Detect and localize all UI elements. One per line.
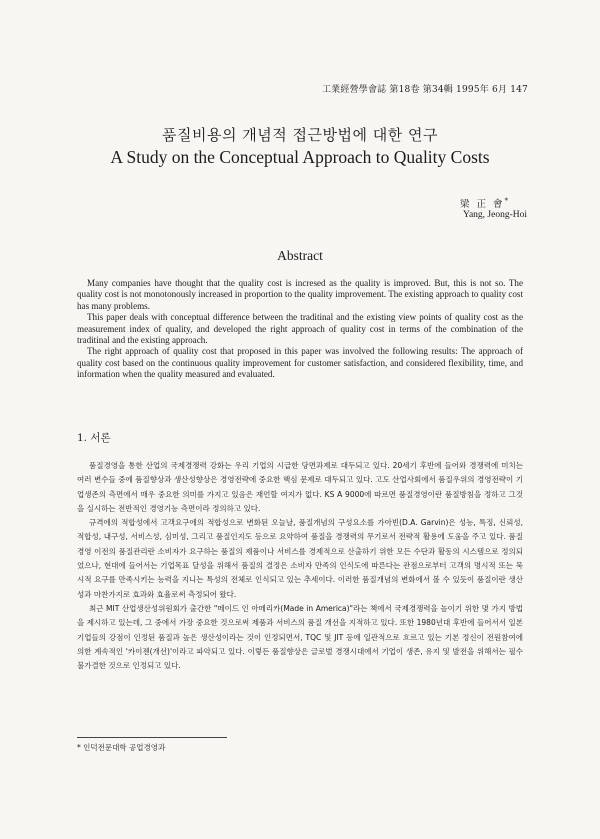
abstract-paragraph: The right approach of quality cost that proposed in this paper was involved the following results: The approach of quality cost based on the continuous quality improvement for customer satisfaction, and considered flexibility, time, and information when the quality measured and evaluated. xyxy=(77,346,523,380)
author-korean xyxy=(460,196,508,210)
abstract-heading: Abstract xyxy=(277,248,323,263)
section-heading: 1. 서론 xyxy=(77,432,111,444)
title-korean: 품질비용의 개념적 접근방법에 대한 연구 xyxy=(162,126,438,144)
author-footnote-mark: * xyxy=(504,196,508,205)
body-paragraph: 품질경영을 통한 산업의 국제경쟁력 강화는 우리 기업의 시급한 당면과제로 대두되고 있다. 20세기 후반에 들어와 경쟁력에 미치는 여러 변수들 중에 품질향상과 생산성향상은 경영전략에 중요한 핵심 문제로 대두되고 있다. 고도 산업사회에서 품질우위의 경영전략이 기업생존의 측면에서 매우 중요한 의미를 가지고 있음은 재언할 여지가 없다. KS A 9000에 따르면 품질경영이란 품질방침을 정하고 그것을 실시하는 전반적인 경영기능 측면이라 정의하고 있다. xyxy=(77,461,523,513)
abstract-paragraph: This paper deals with conceptual difference between the traditinal and the existing view points of quality cost as the measurement index of quality, and developed the right approach of quality cost in terms of the combination of the traditinal and the existing approach. xyxy=(77,312,523,346)
footnote-divider xyxy=(77,737,227,738)
author-korean-name: 梁 正 會 xyxy=(459,199,505,210)
body-paragraph: 최근 MIT 산업생산성위원회가 출간한 "메이드 인 아메리카(Made in America)"라는 책에서 국제경쟁력을 높이기 위한 몇 가지 방법을 제시하고 있는데, 그 중에서 가장 중요한 것으로써 제품과 서비스의 품질 개선을 지적하고 있다. 또한 1980년대 후반에 들어서서 일본 기업들의 강점이 인정된 품질과 높은 생산성이라는 것이 인정되면서, TQC 및 JIT 등에 일관적으로 흐르고 있는 기본 정신이 전원참여에 의한 계속적인 '카이젠(개선)'이라고 파악되고 있다. 이렇든 품질향상은 글로벌 경쟁시대에서 기업이 생존, 유지 및 발전을 위해서는 필수불가결한 것으로 인정되고 있다. xyxy=(77,603,523,671)
footnote: * 인덕전문대학 공업경영과 xyxy=(77,743,166,752)
running-head: 工業經營學會誌 第18卷 第34輯 1995年 6月 147 xyxy=(321,85,528,95)
title-english: A Study on the Conceptual Approach to Quality Costs xyxy=(110,147,490,167)
author-english: Yang, Jeong-Hoi xyxy=(463,210,527,220)
introduction-body xyxy=(77,459,523,673)
abstract-body xyxy=(77,278,523,381)
abstract-paragraph: Many companies have thought that the quality cost is incresed as the quality is improved. But, this is not so. The quality cost is not monotonously increased in proportion to the quality improvement. The existing approach to quality cost has many problems. xyxy=(77,278,523,311)
body-paragraph: 규격에의 적합성에서 고객요구에의 적합성으로 변화된 오늘날, 품질개념의 구성요소를 가아빈(D.A. Garvin)은 성능, 특징, 신뢰성, 적합성, 내구성, 서비스성, 심미성, 그리고 품질인지도 등으로 요약하여 품질을 경쟁력의 무기로서 전략적 활용에 도움을 주고 있다. 품질경영 이전의 품질관리란 소비자가 요구하는 품질의 제품이나 서비스를 경제적으로 산출하기 위한 모든 수단과 활동의 시스템으로 정의되었으나, 현대에 들어서는 기업목표 달성을 위해서 품질의 결정은 소비자 만족의 인식도에 따른다는 관점으로부터 고객의 명시적 또는 묵시적 요구를 만족시키는 능력을 지니는 특성의 전체로 인식되고 있는 추세이다. 이러한 품질개념의 변화에서 볼 수 있듯이 품질이란 생산성과 마찬가지로 효과와 효율로써 측정되어 왔다. xyxy=(77,518,523,599)
